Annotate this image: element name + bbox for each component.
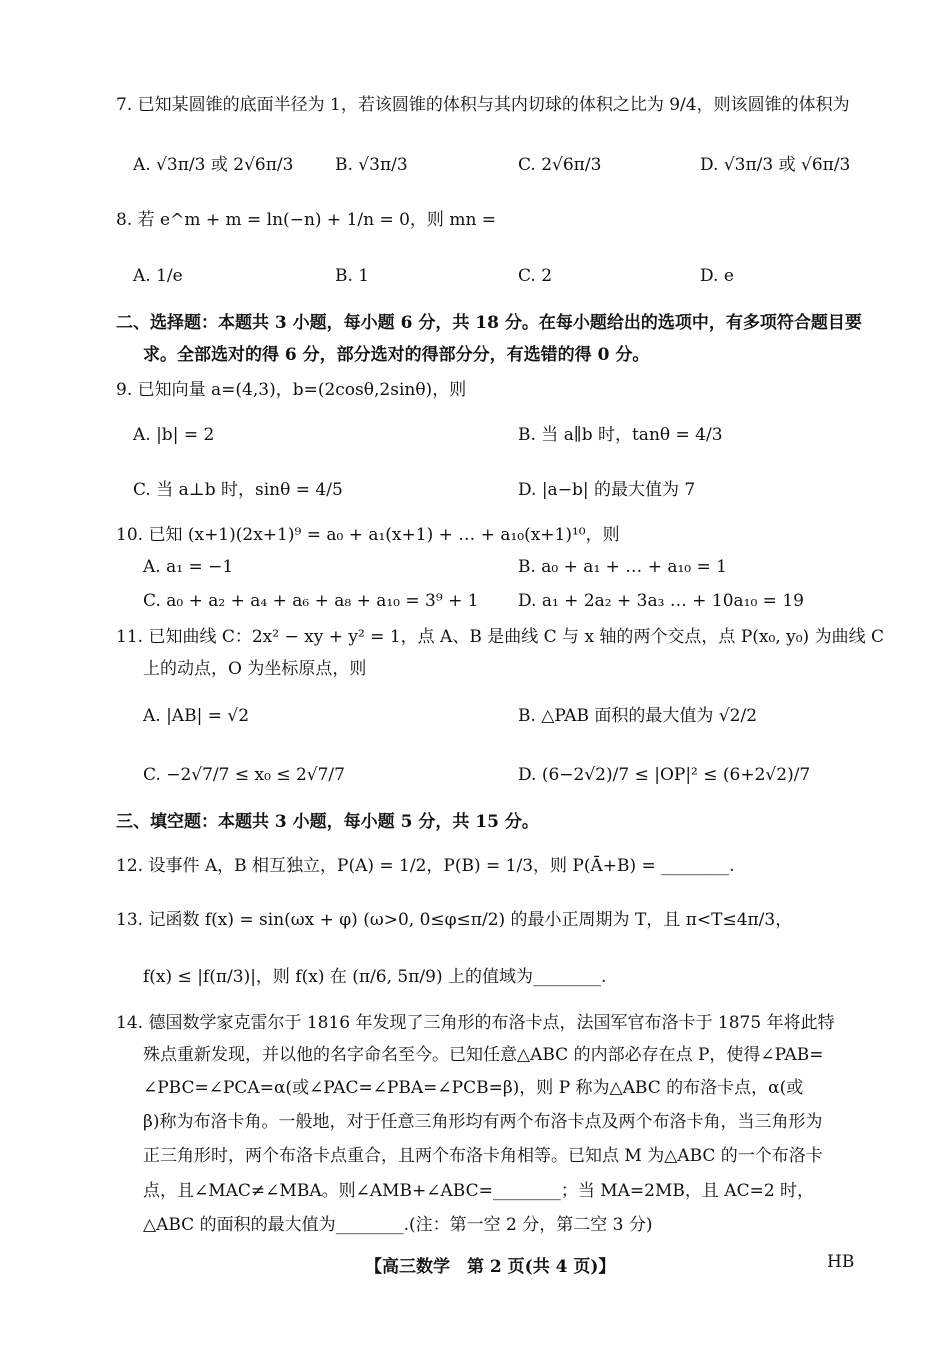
- page-footer: 【高三数学 第 2 页(共 4 页)】: [365, 1257, 616, 1277]
- question-14-line-6: 点，且∠MAC≠∠MBA。则∠AMB+∠ABC=________；当 MA=2MB，且 AC=2 时，: [143, 1181, 815, 1201]
- question-12-stem: 12. 设事件 A，B 相互独立，P(A) = 1/2，P(B) = 1/3，则 P(Ā+B) = ________.: [116, 856, 735, 876]
- question-13-stem-cont: f(x) ≤ |f(π/3)|，则 f(x) 在 (π/6, 5π/9) 上的值域为________.: [143, 967, 607, 987]
- question-14-line-1: 14. 德国数学家克雷尔于 1816 年发现了三角形的布洛卡点，法国军官布洛卡于 1875 年将此特: [116, 1013, 835, 1033]
- question-11-stem-cont: 上的动点，O 为坐标原点，则: [143, 659, 367, 679]
- question-14-line-5: 正三角形时，两个布洛卡点重合，且两个布洛卡角相等。已知点 M 为△ABC 的一个布洛卡: [143, 1146, 823, 1166]
- question-7-option-d: D. √3π/3 或 √6π/3: [700, 155, 851, 175]
- question-13-stem: 13. 记函数 f(x) = sin(ωx + φ) (ω>0, 0≤φ≤π/2) 的最小正周期为 T，且 π<T≤4π/3，: [116, 910, 793, 930]
- question-14-line-4: β)称为布洛卡角。一般地，对于任意三角形均有两个布洛卡点及两个布洛卡角，当三角形为: [143, 1112, 823, 1132]
- question-11-stem: 11. 已知曲线 C：2x² − xy + y² = 1，点 A、B 是曲线 C 与 x 轴的两个交点，点 P(x₀, y₀) 为曲线 C: [116, 627, 884, 647]
- question-10-option-c: C. a₀ + a₂ + a₄ + a₆ + a₈ + a₁₀ = 3⁹ + 1: [143, 591, 479, 611]
- section-2-heading-cont: 求。全部选对的得 6 分，部分选对的得部分分，有选错的得 0 分。: [143, 345, 650, 365]
- question-11-option-b: B. △PAB 面积的最大值为 √2/2: [518, 706, 758, 726]
- question-14-line-7: △ABC 的面积的最大值为________.(注：第一空 2 分，第二空 3 分): [143, 1215, 653, 1235]
- question-9-stem: 9. 已知向量 a=(4,3)，b=(2cosθ,2sinθ)，则: [116, 380, 467, 400]
- question-9-option-c: C. 当 a⊥b 时，sinθ = 4/5: [133, 480, 343, 500]
- section-2-heading: 二、选择题：本题共 3 小题，每小题 6 分，共 18 分。在每小题给出的选项中，有多项符合题目要: [116, 313, 862, 333]
- question-7-option-a: A. √3π/3 或 2√6π/3: [133, 155, 294, 175]
- question-8-option-a: A. 1/e: [133, 266, 183, 286]
- question-7-option-b: B. √3π/3: [335, 155, 408, 175]
- question-11-option-a: A. |AB| = √2: [143, 706, 250, 726]
- section-3-heading: 三、填空题：本题共 3 小题，每小题 5 分，共 15 分。: [116, 812, 539, 832]
- question-14-line-3: ∠PBC=∠PCA=α(或∠PAC=∠PBA=∠PCB=β)，则 P 称为△ABC 的布洛卡点，α(或: [143, 1078, 804, 1098]
- question-8-option-b: B. 1: [335, 266, 370, 286]
- footer-code: HB: [827, 1252, 855, 1272]
- question-10-option-d: D. a₁ + 2a₂ + 3a₃ … + 10a₁₀ = 19: [518, 591, 804, 611]
- question-9-option-d: D. |a−b| 的最大值为 7: [518, 480, 696, 500]
- question-11-option-c: C. −2√7/7 ≤ x₀ ≤ 2√7/7: [143, 765, 345, 785]
- question-8-stem: 8. 若 e^m + m = ln(−n) + 1/n = 0，则 mn =: [116, 210, 497, 230]
- question-9-option-b: B. 当 a∥b 时，tanθ = 4/3: [518, 425, 723, 445]
- question-7-stem: 7. 已知某圆锥的底面半径为 1，若该圆锥的体积与其内切球的体积之比为 9/4，则该圆锥的体积为: [116, 95, 850, 115]
- question-8-option-d: D. e: [700, 266, 734, 286]
- question-8-option-c: C. 2: [518, 266, 553, 286]
- question-10-option-b: B. a₀ + a₁ + … + a₁₀ = 1: [518, 557, 727, 577]
- question-10-option-a: A. a₁ = −1: [143, 557, 234, 577]
- question-11-option-d: D. (6−2√2)/7 ≤ |OP|² ≤ (6+2√2)/7: [518, 765, 811, 785]
- question-14-line-2: 殊点重新发现，并以他的名字命名至今。已知任意△ABC 的内部必存在点 P，使得∠PAB=: [143, 1045, 824, 1065]
- question-9-option-a: A. |b| = 2: [133, 425, 215, 445]
- question-7-option-c: C. 2√6π/3: [518, 155, 602, 175]
- question-10-stem: 10. 已知 (x+1)(2x+1)⁹ = a₀ + a₁(x+1) + … + a₁₀(x+1)¹⁰，则: [116, 525, 620, 545]
